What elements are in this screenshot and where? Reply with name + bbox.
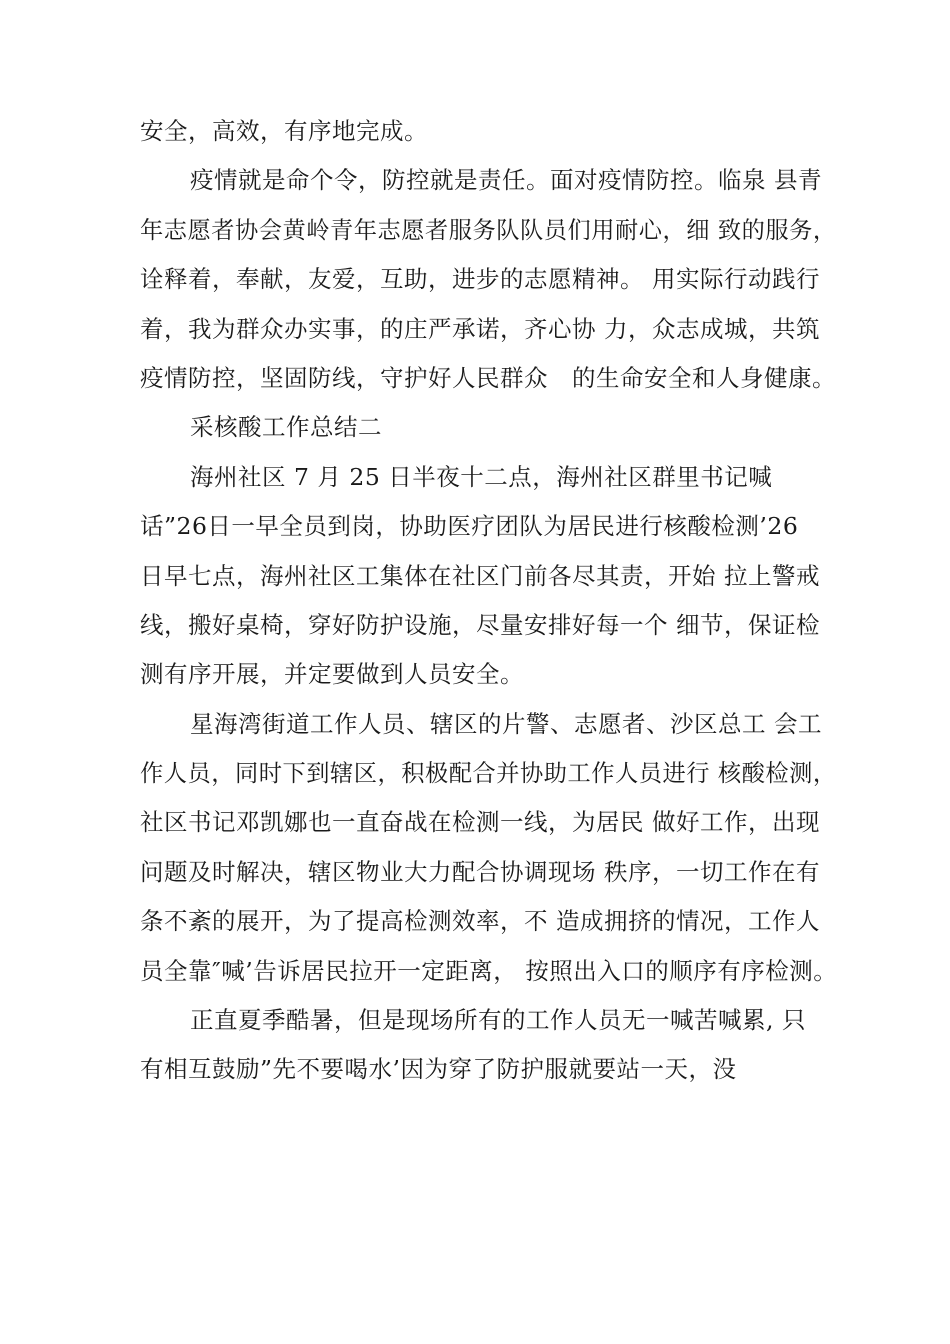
text-line: 疫情防控，坚固防线，守护好人民群众 的生命安全和人身健康。 xyxy=(140,363,836,392)
text-line: 正直夏季酷暑，但是现场所有的工作人员无一喊苦喊累, 只 xyxy=(190,1006,806,1035)
body-text xyxy=(140,107,838,1095)
text-line: 诠释着，奉献，友爱，互助，进步的志愿精神。 用实际行动践行 xyxy=(140,265,820,294)
text-line: 线，搬好桌椅，穿好防护设施，尽量安排好每一个 细节，保证检 xyxy=(140,610,820,639)
text-line: 日早七点，海州社区工集体在社区门前各尽其责，开始 拉上警戒 xyxy=(140,561,820,590)
text-line: 星海湾街道工作人员、辖区的片警、志愿者、沙区总工 会工 xyxy=(190,709,822,738)
text-line: 年志愿者协会黄岭青年志愿者服务队队员们用耐心，细 致的服务， xyxy=(140,216,837,244)
text-line: 条不紊的展开，为了提高检测效率，不 造成拥挤的情况，工作人 xyxy=(140,907,820,936)
text-line: 问题及时解决，辖区物业大力配合协调现场 秩序，一切工作在有 xyxy=(140,857,820,886)
text-line: 着，我为群众办实事，的庄严承诺，齐心协 力，众志成城，共筑 xyxy=(140,314,820,343)
text-line: 疫情就是命个令，防控就是责任。面对疫情防控。临泉 县青 xyxy=(190,166,822,195)
text-line: 话”26日一早全员到岗，协助医疗团队为居民进行核酸检测’26 xyxy=(140,512,799,541)
text-line: 员全靠″喊’告诉居民拉开一定距离， 按照出入口的顺序有序检测。 xyxy=(140,956,838,985)
text-line: 作人员，同时下到辖区，积极配合并协助工作人员进行 核酸检测， xyxy=(140,760,837,788)
text-line: 社区书记邓凯娜也一直奋战在检测一线，为居民 做好工作，出现 xyxy=(140,808,820,837)
text-line: 安全，高效，有序地完成。 xyxy=(140,117,428,145)
text-line: 海州社区 7 月 25 日半夜十二点，海州社区群里书记喊 xyxy=(190,462,773,491)
text-line: 有相互鼓励”先不要喝水’因为穿了防护服就要站一天，没 xyxy=(140,1055,737,1084)
text-line: 测有序开展，并定要做到人员安全。 xyxy=(140,660,524,689)
text-line: 采核酸工作总结二 xyxy=(190,413,382,442)
